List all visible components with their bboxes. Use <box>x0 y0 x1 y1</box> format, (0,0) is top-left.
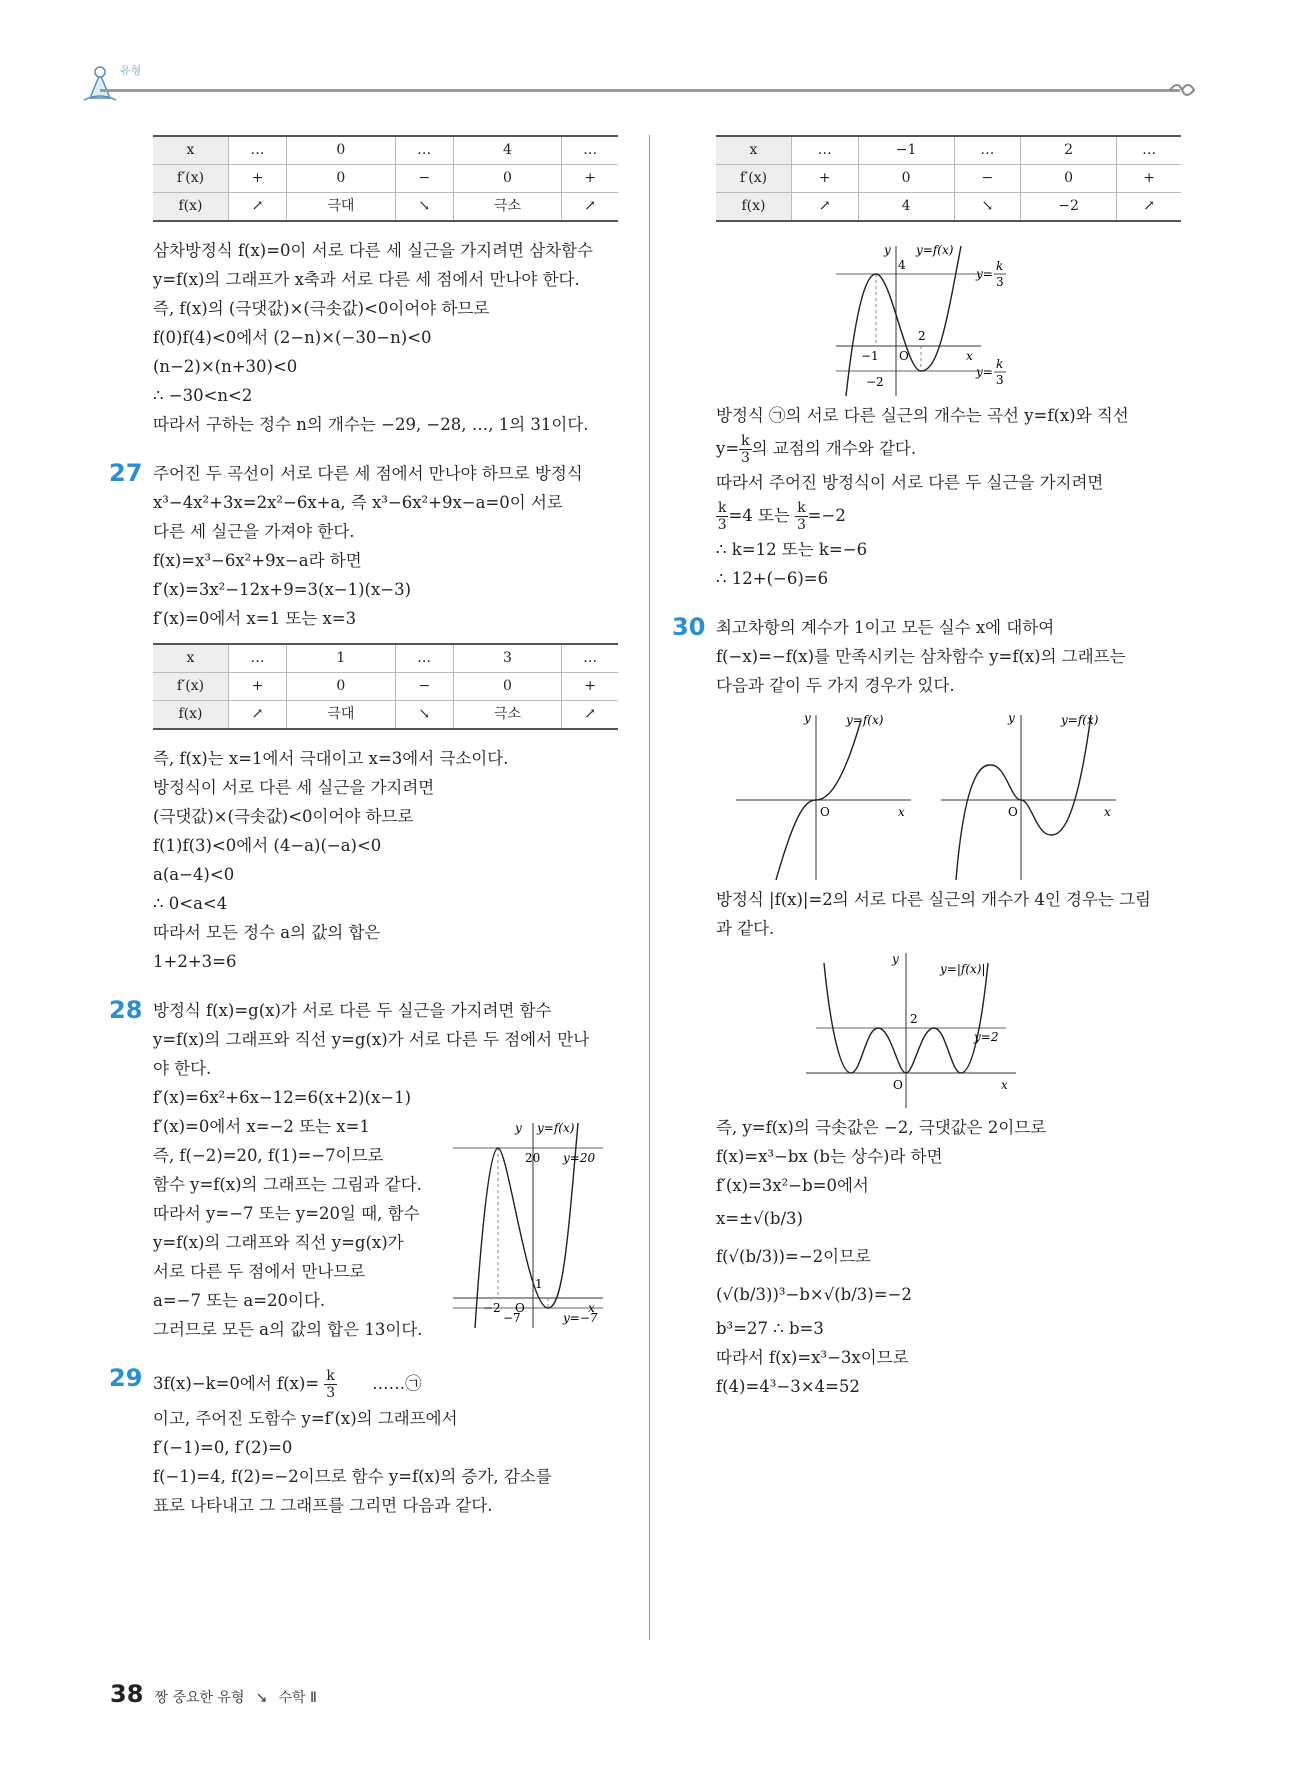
arrow-icon: ↘ <box>255 1690 268 1706</box>
svg-text:2: 2 <box>910 1012 918 1026</box>
svg-text:k: k <box>996 357 1004 371</box>
svg-text:3: 3 <box>996 373 1004 387</box>
svg-text:y: y <box>884 243 891 257</box>
svg-text:2: 2 <box>918 329 926 343</box>
solution-26-continued: 삼차방정식 f(x)=0이 서로 다른 세 실근을 가지려면 삼차함수 y=f(x)의 그래프가 x축과 서로 다른 세 점에서 만나야 한다. 즉, f(x)의 (극댓값)×(극솟값)<0이어야 하므로 f(0)f(4)<0에서 (2−n)×(−30−n)<0 (n−2)×(n+30)<0 ∴ −30<n<2 따라서 구하는 정수 n의 개수는 −29, −28, …, 1의 31이다. <box>153 241 593 434</box>
problem-number: 29 <box>109 1364 143 1392</box>
increase-decrease-table-26: x … 0 … 4 … f′(x) + 0 − 0 + f(x) ↗ 극대 ↘ 극소 ↗ <box>153 135 618 222</box>
graph-29 <box>716 236 1186 401</box>
problem-number: 27 <box>109 459 143 487</box>
svg-text:1: 1 <box>535 1277 543 1291</box>
svg-text:y=f(x): y=f(x) <box>916 243 954 257</box>
graph-30-abs <box>716 943 1186 1113</box>
svg-text:−1: −1 <box>861 349 879 363</box>
svg-text:20: 20 <box>525 1151 541 1165</box>
svg-text:O: O <box>899 349 909 363</box>
svg-text:O: O <box>515 1301 525 1315</box>
column-divider <box>649 135 650 1640</box>
header-rule <box>100 89 1180 92</box>
page-number: 38 <box>110 1680 144 1708</box>
svg-text:y: y <box>1008 711 1015 725</box>
increase-decrease-table-27: x … 1 … 3 … f′(x) + 0 − 0 + f(x) ↗ 극대 ↘ 극소 ↗ <box>153 643 618 730</box>
svg-text:x: x <box>898 805 905 819</box>
increase-decrease-table-29: x … −1 … 2 … f′(x) + 0 − 0 + f(x) ↗ 4 ↘ −2 ↗ <box>716 135 1181 222</box>
svg-text:y=: y= <box>976 365 993 379</box>
solution-29-continued: 방정식 ㉠의 서로 다른 실근의 개수는 곡선 y=f(x)와 직선 y= $\frac{k}{3}$ 의 교점의 개수와 같다. 따라서 주어진 방정식이 서로 다른 두 실근을 가지려면 $\frac{k}{3}$ =4 또는 $\frac{k}{3}$ =−2 ∴ k=12 또는 k=−6 ∴ 12+(−6)=6 <box>716 406 1129 588</box>
svg-text:y: y <box>515 1121 522 1135</box>
graph-30-cases <box>716 700 1186 885</box>
book-title: 짱 중요한 유형 <box>154 1690 245 1706</box>
svg-text:y=f(x): y=f(x) <box>1061 713 1099 727</box>
svg-text:k: k <box>996 259 1004 273</box>
svg-text:y: y <box>804 711 811 725</box>
graph-28 <box>453 1118 613 1333</box>
svg-text:3: 3 <box>996 275 1004 289</box>
svg-text:y=2: y=2 <box>974 1030 999 1044</box>
svg-text:O: O <box>1008 805 1018 819</box>
solution-27: 27 주어진 두 곡선이 서로 다른 세 점에서 만나야 하므로 방정식 x³−4x²+3x=2x²−6x+a, 즉 x³−6x²+9x−a=0이 서로 다른 세 실근을 가져야 한다. f(x)=x³−6x²+9x−a라 하면 f′(x)=3x²−12x+9=3(x−1)(x−3) f′(x)=0에서 x=1 또는 x=3 x … 1 … 3 … f′(x) + 0 − 0 + f(x) ↗ 극대 ↘ 극소 ↗ 즉, f(x)는 x=1에서 극대이고 x=3에서 극소이다. 방정식이 서로 다른 세 실근을 가지려면 (극댓값)×(극솟값)<0이어야 하므로 f(1)f(3)<0에서 (4−a)(−a)<0 a(a−4)<0 ∴ 0<a<4 따라서 모든 정수 a의 값의 합은 1+2+3=6 <box>153 459 618 976</box>
subject-label: 수학 Ⅱ <box>278 1690 317 1706</box>
svg-text:y=f(x): y=f(x) <box>846 713 884 727</box>
svg-text:x: x <box>588 1301 595 1315</box>
svg-text:y=−7: y=−7 <box>563 1311 598 1325</box>
svg-text:O: O <box>820 805 830 819</box>
problem-number: 28 <box>109 996 143 1024</box>
problem-number: 30 <box>672 613 706 641</box>
solution-29: 29 3f(x)−k=0에서 f(x)= $\frac{k}{3}$ ……㉠ 이고, 주어진 도함수 y=f′(x)의 그래프에서 f′(−1)=0, f′(2)=0 f(−1)=4, f(2)=−2이므로 함수 y=f(x)의 증가, 감소를 표로 나타내고 그 그래프를 그리면 다음과 같다. <box>109 1364 552 1515</box>
svg-text:y: y <box>892 952 899 966</box>
logo-text: 유형 <box>120 64 142 77</box>
solution-28: 28 방정식 f(x)=g(x)가 서로 다른 두 실근을 가지려면 함수 y=f(x)의 그래프와 직선 y=g(x)가 서로 다른 두 점에서 만나 야 한다. f′(x)=6x²+6x−12=6(x+2)(x−1) f′(x)=0에서 x=−2 또는 x=1 즉, f(−2)=20, f(1)=−7이므로 함수 y=f(x)의 그래프는 그림과 같다. 따라서 y=−7 또는 y=20일 때, 함수 y=f(x)의 그래프와 직선 y=g(x)가 서로 다른 두 점에서 만나므로 a=−7 또는 a=20이다. 그러므로 모든 a의 값의 합은 13이다. y y=f(x) 20 y=20 1 −2 O x −7 y=−7 <box>153 996 618 1344</box>
page-footer <box>110 1680 317 1708</box>
ribbon-knot-icon <box>1168 76 1198 110</box>
svg-text:−2: −2 <box>866 375 884 389</box>
svg-text:O: O <box>893 1078 903 1092</box>
svg-text:−7: −7 <box>503 1311 521 1325</box>
svg-text:4: 4 <box>898 258 906 272</box>
svg-text:x: x <box>1104 805 1111 819</box>
solution-30: 30 최고차항의 계수가 1이고 모든 실수 x에 대하여 f(−x)=−f(x)를 만족시키는 삼차함수 y=f(x)의 그래프는 다음과 같이 두 가지 경우가 있다. y y=f(x) O x y y=f(x) O x 방정식 |f(x)|=2의 서로 다른 실근의 개수가 4인 경우는 그림 과 같다. y y=|f(x)| 2 y=2 O x 즉, y=f(x)의 극솟값은 −2, 극댓값은 2이므로 f(x)=x³−bx (b는 상수)라 하면 f′(x)=3x²−b=0에서 x=±√(b/3) f(√(b/3))=−2이므로 (√(b/3))³−b×√(b/3)=−2 b³=27 ∴ b=3 따라서 f(x)=x³−3x이므로 f(4)=4³−3×4=52 <box>716 613 1186 1401</box>
svg-text:−2: −2 <box>483 1301 501 1315</box>
svg-text:y=: y= <box>976 267 993 281</box>
svg-text:x: x <box>1001 1078 1008 1092</box>
svg-text:y=|f(x)|: y=|f(x)| <box>940 962 986 976</box>
svg-text:x: x <box>966 349 973 363</box>
right-column <box>672 135 1186 1401</box>
fraction-k-over-3: $\frac{k}{3}$ <box>326 1368 336 1401</box>
svg-text:y=f(x): y=f(x) <box>537 1121 575 1135</box>
left-column <box>109 135 618 1520</box>
svg-text:y=20: y=20 <box>563 1151 596 1165</box>
